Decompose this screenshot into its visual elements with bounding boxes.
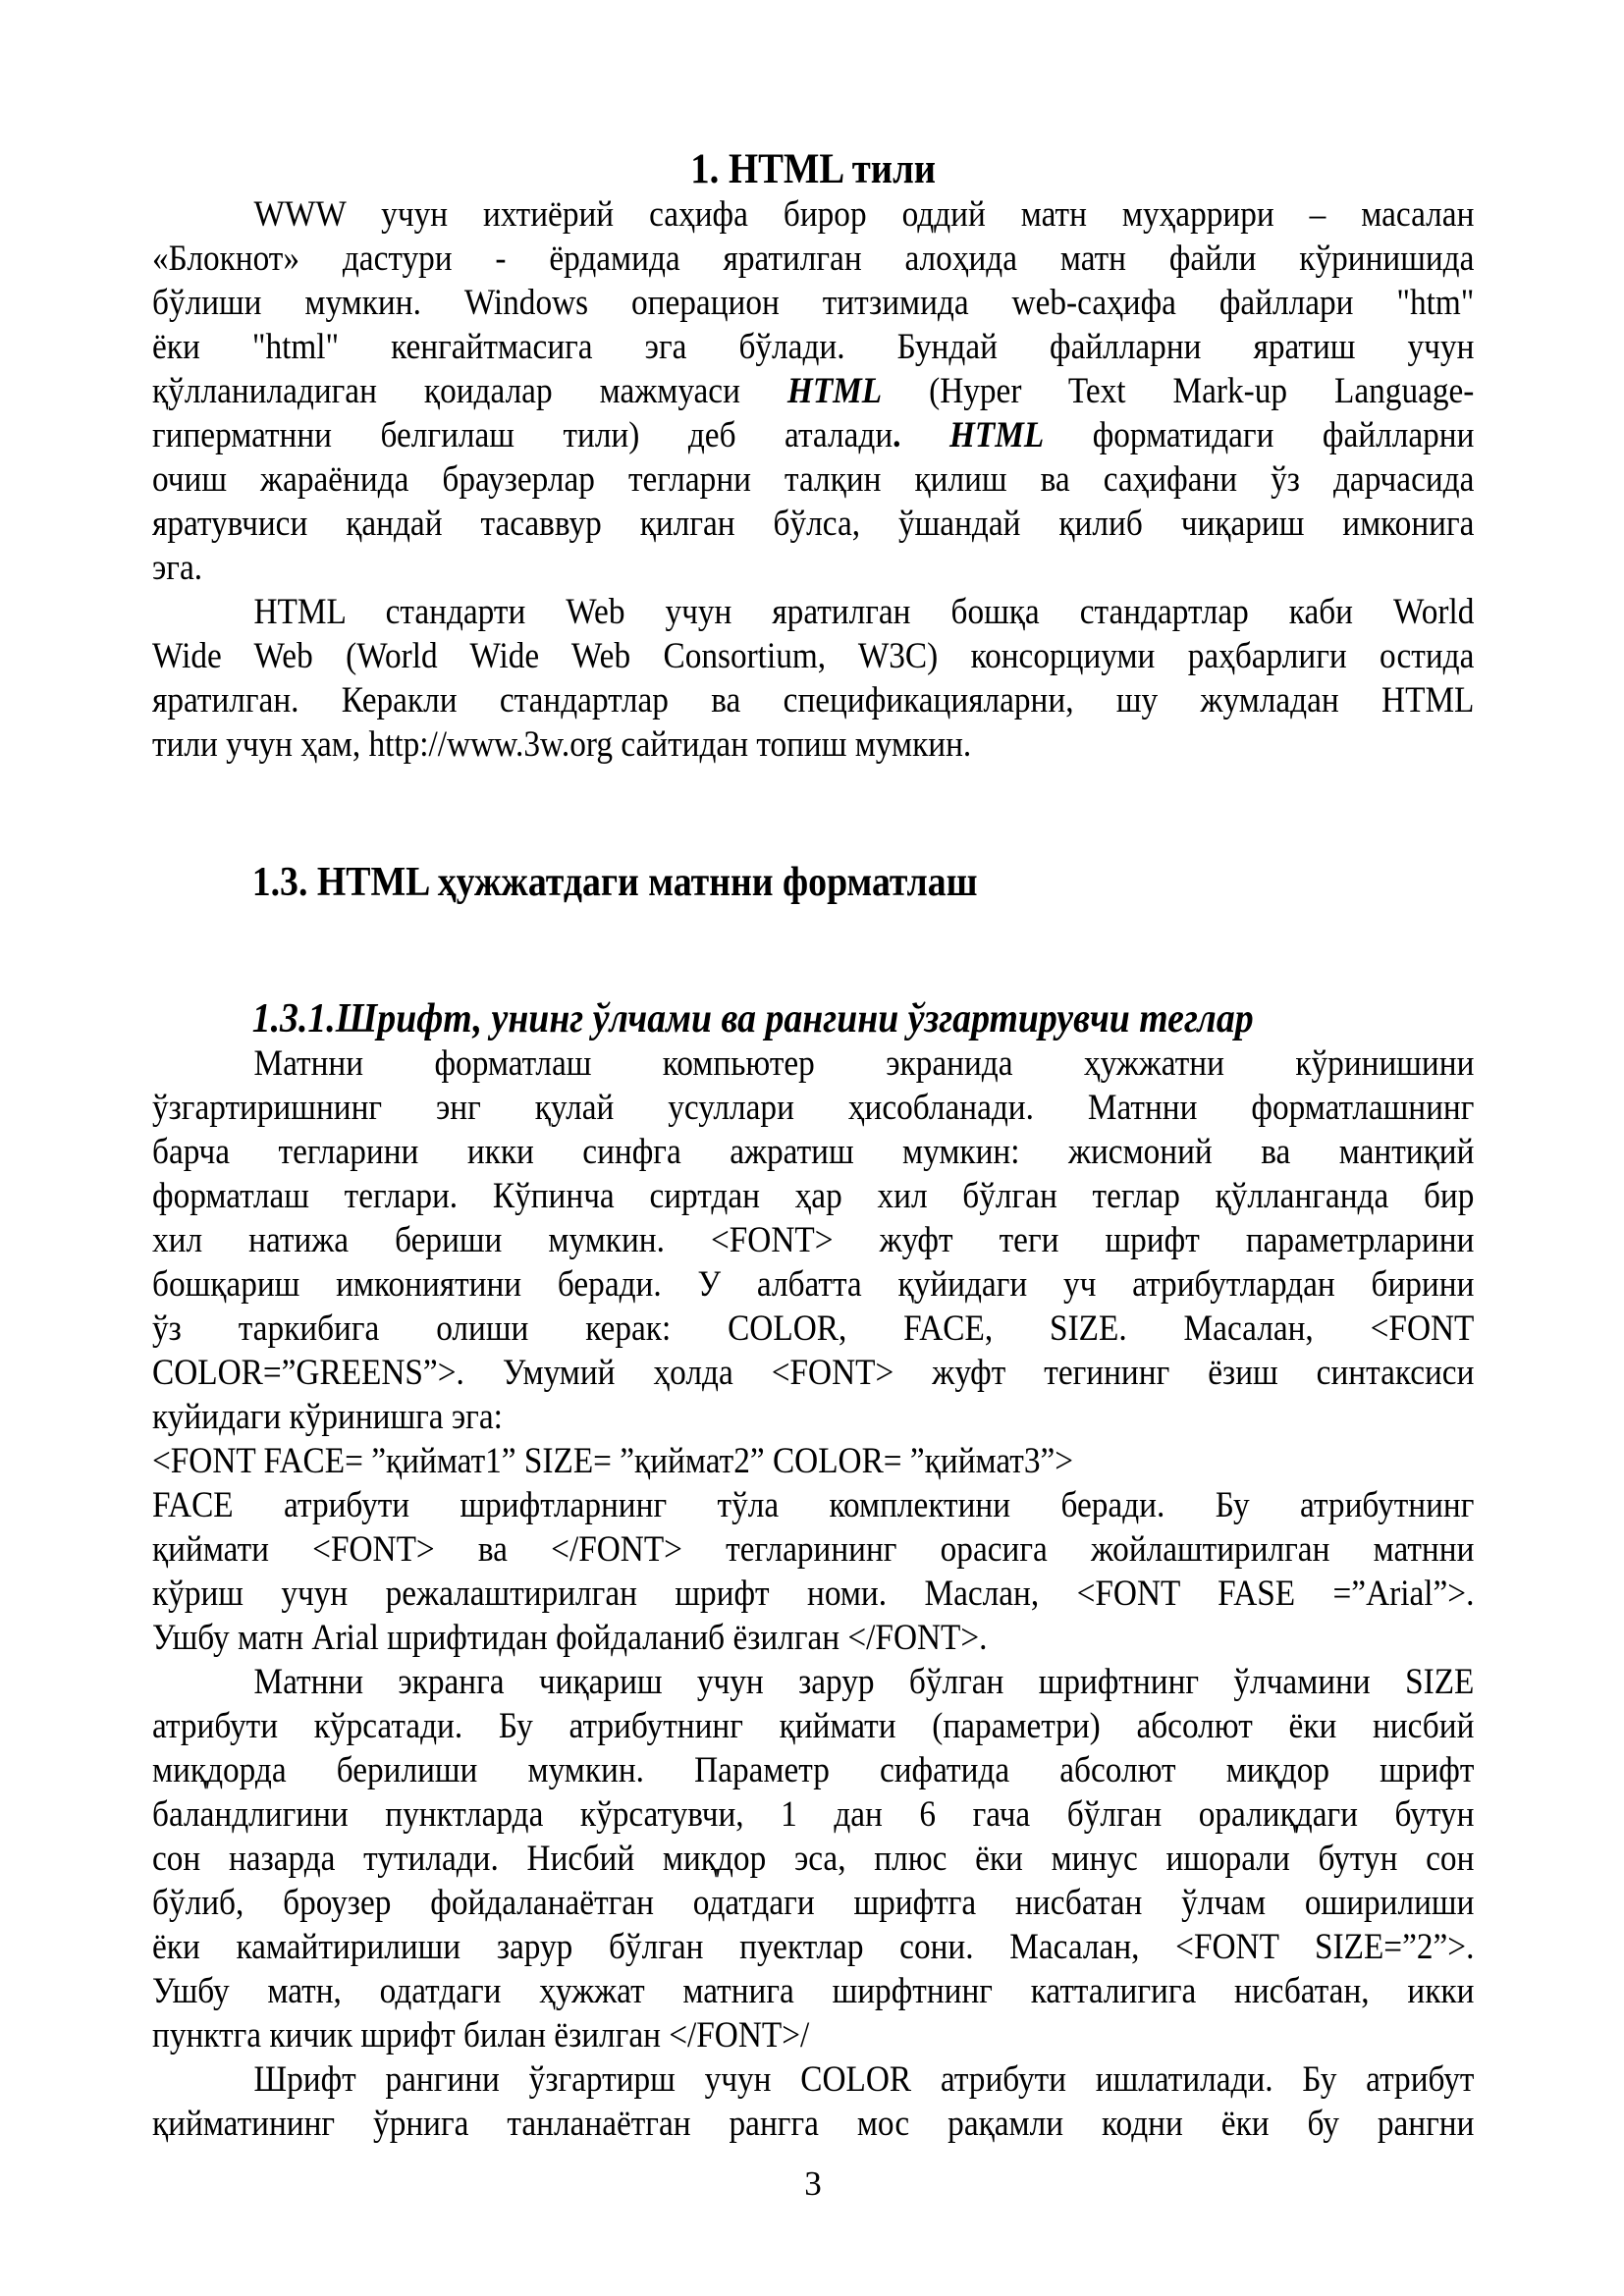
text-line: баландлигини пунктларда кўрсатувчи, 1 дан 6 гача бўлган оралиқдаги бутун [152, 1794, 1475, 1835]
text-line [152, 369, 1474, 413]
text-line: хил натижа бериши мумкин. <FONT> жуфт теги шрифт параметрларини [152, 1220, 1475, 1260]
text-line: очиш жараёнида браузерлар тегларни талқин қилиш ва саҳифани ўз дарчасида [152, 459, 1475, 500]
paragraph-size-attribute [152, 1660, 1474, 2057]
text-line: COLOR=”GREENS”>. Умумий ҳолда <FONT> жуфт тегининг ёзиш синтаксиси [152, 1353, 1475, 1393]
text-line: «Блокнот» дастури - ёрдамида яратилган алоҳида матн файли кўринишида [152, 239, 1475, 279]
text-line: тили учун ҳам, http://www.3w.org сайтидан топиш мумкин. [152, 724, 972, 765]
text-line: форматлаш теглари. Кўпинча сиртдан ҳар хил бўлган теглар қўлланганда бир [152, 1176, 1475, 1216]
text-line [152, 413, 1474, 457]
text-line: <FONT FACE= ”қиймат1” SIZE= ”қиймат2” COLOR= ”қиймат3”> [152, 1441, 1074, 1481]
section-heading: 1.3. HTML ҳужжатдаги матнни форматлаш [251, 860, 978, 905]
bold-text: қўлланиладиган қоидалар мажмуаси [152, 371, 787, 411]
text-content [152, 0, 1474, 2146]
text-line: барча тегларини икки синфга ажратиш мумкин: жисмоний ва мантиқий [152, 1132, 1475, 1172]
text-line: Ушбу матн, одатдаги ҳужжат матнига ширфтнинг катталигига нисбатан, икки [152, 1971, 1475, 2011]
text-line: пунктга кичик шрифт билан ёзилган </FONT>/ [152, 2015, 810, 2056]
text-line: ўзгартиришнинг энг қулай усуллари ҳисобланади. Матнни форматлашнинг [152, 1088, 1475, 1128]
bold-text: гиперматнни белгилаш тили) деб аталади [152, 415, 893, 455]
bold-text: (Hyper Text Mark-up Language- [882, 371, 1475, 411]
bold-italic-text: HTML [948, 415, 1045, 455]
text-line: ёки камайтирилиши зарур бўлган пуектлар сони. Масалан, <FONT SIZE=”2”>. [152, 1927, 1475, 1967]
paragraph-html-standard [152, 590, 1474, 767]
text-line: Матнни форматлаш компьютер экранида ҳужжатни кўринишини [253, 1043, 1475, 1084]
text-line: бўлиб, броузер фойдаланаётган одатдаги шрифтга нисбатан ўлчам оширилиши [152, 1883, 1475, 1923]
text-line: қийматининг ўрнига танланаётган рангга мос рақамли кодни ёки бу рангни [152, 2104, 1475, 2144]
text-line: эга. [152, 548, 203, 588]
text-line: ўз таркибига олиши керак: COLOR, FACE, SIZE. Масалан, <FONT [152, 1308, 1475, 1349]
text-line: Шрифт рангини ўзгартирш учун COLOR атрибути ишлатилади. Бу атрибут [253, 2059, 1475, 2100]
bold-text: форматидаги файлларни [1044, 415, 1475, 455]
paragraph-www-intro [152, 192, 1474, 590]
paragraph-face-attribute [152, 1483, 1474, 1660]
text-line: Ушбу матн Arial шрифтидан фойдаланиб ёзилган </FONT>. [152, 1618, 988, 1658]
text-line: ёки "html" кенгайтмасига эга бўлади. Бундай файлларни яратиш учун [152, 327, 1475, 367]
text-line: бошқариш имкониятини беради. У албатта қуйидаги уч атрибутлардан бирини [152, 1264, 1475, 1305]
text-line: атрибути кўрсатади. Бу атрибутнинг қиймати (параметри) абсолют ёки нисбий [152, 1706, 1475, 1746]
paragraph-text-formatting [152, 1041, 1474, 1439]
text-line: кўриш учун режалаштирилган шрифт номи. Маслан, <FONT FASE =”Arial”>. [152, 1574, 1475, 1614]
subsection-heading: 1.3.1.Шрифт, унинг ўлчами ва рангини ўзгартирувчи теглар [251, 996, 1254, 1041]
text-line: бўлиши мумкин. Windows операцион титзимида web-саҳифа файллари "htm" [152, 283, 1475, 323]
page-number: 3 [804, 2164, 822, 2203]
text-line: Матнни экранга чиқариш учун зарур бўлган шрифтнинг ўлчамини SIZE [253, 1662, 1475, 1702]
text-line: Wide Web (World Wide Web Consortium, W3C) консорциуми раҳбарлиги остида [152, 636, 1475, 676]
text-line: куйидаги кўринишга эга: [152, 1397, 503, 1437]
text-line: миқдорда берилиши мумкин. Параметр сифатида абсолют миқдор шрифт [152, 1750, 1475, 1790]
text-line: сон назарда тутилади. Нисбий миқдор эса, плюс ёки минус ишорали бутун сон [152, 1839, 1475, 1879]
text-line: HTML стандарти Web учун яратилган бошқа стандартлар каби World [253, 592, 1475, 632]
bold-text: . [893, 415, 949, 455]
document-title: 1. HTML тили [690, 146, 937, 192]
text-line: WWW учун ихтиёрий саҳифа бирор оддий матн муҳаррири – масалан [253, 194, 1475, 235]
text-line: яратувчиси қандай тасаввур қилган бўлса, ўшандай қилиб чиқариш имконига [152, 504, 1475, 544]
text-line: FACE атрибути шрифтларнинг тўла комплектини беради. Бу атрибутнинг [152, 1485, 1475, 1525]
paragraph-font-syntax [152, 1439, 1474, 1483]
paragraph-color-attribute [152, 2057, 1474, 2146]
text-line: қиймати <FONT> ва </FONT> тегларининг орасига жойлаштирилган матнни [152, 1529, 1475, 1570]
text-line: яратилган. Керакли стандартлар ва спецификацияларни, шу жумладан HTML [152, 680, 1475, 721]
bold-italic-text: HTML [786, 371, 883, 411]
